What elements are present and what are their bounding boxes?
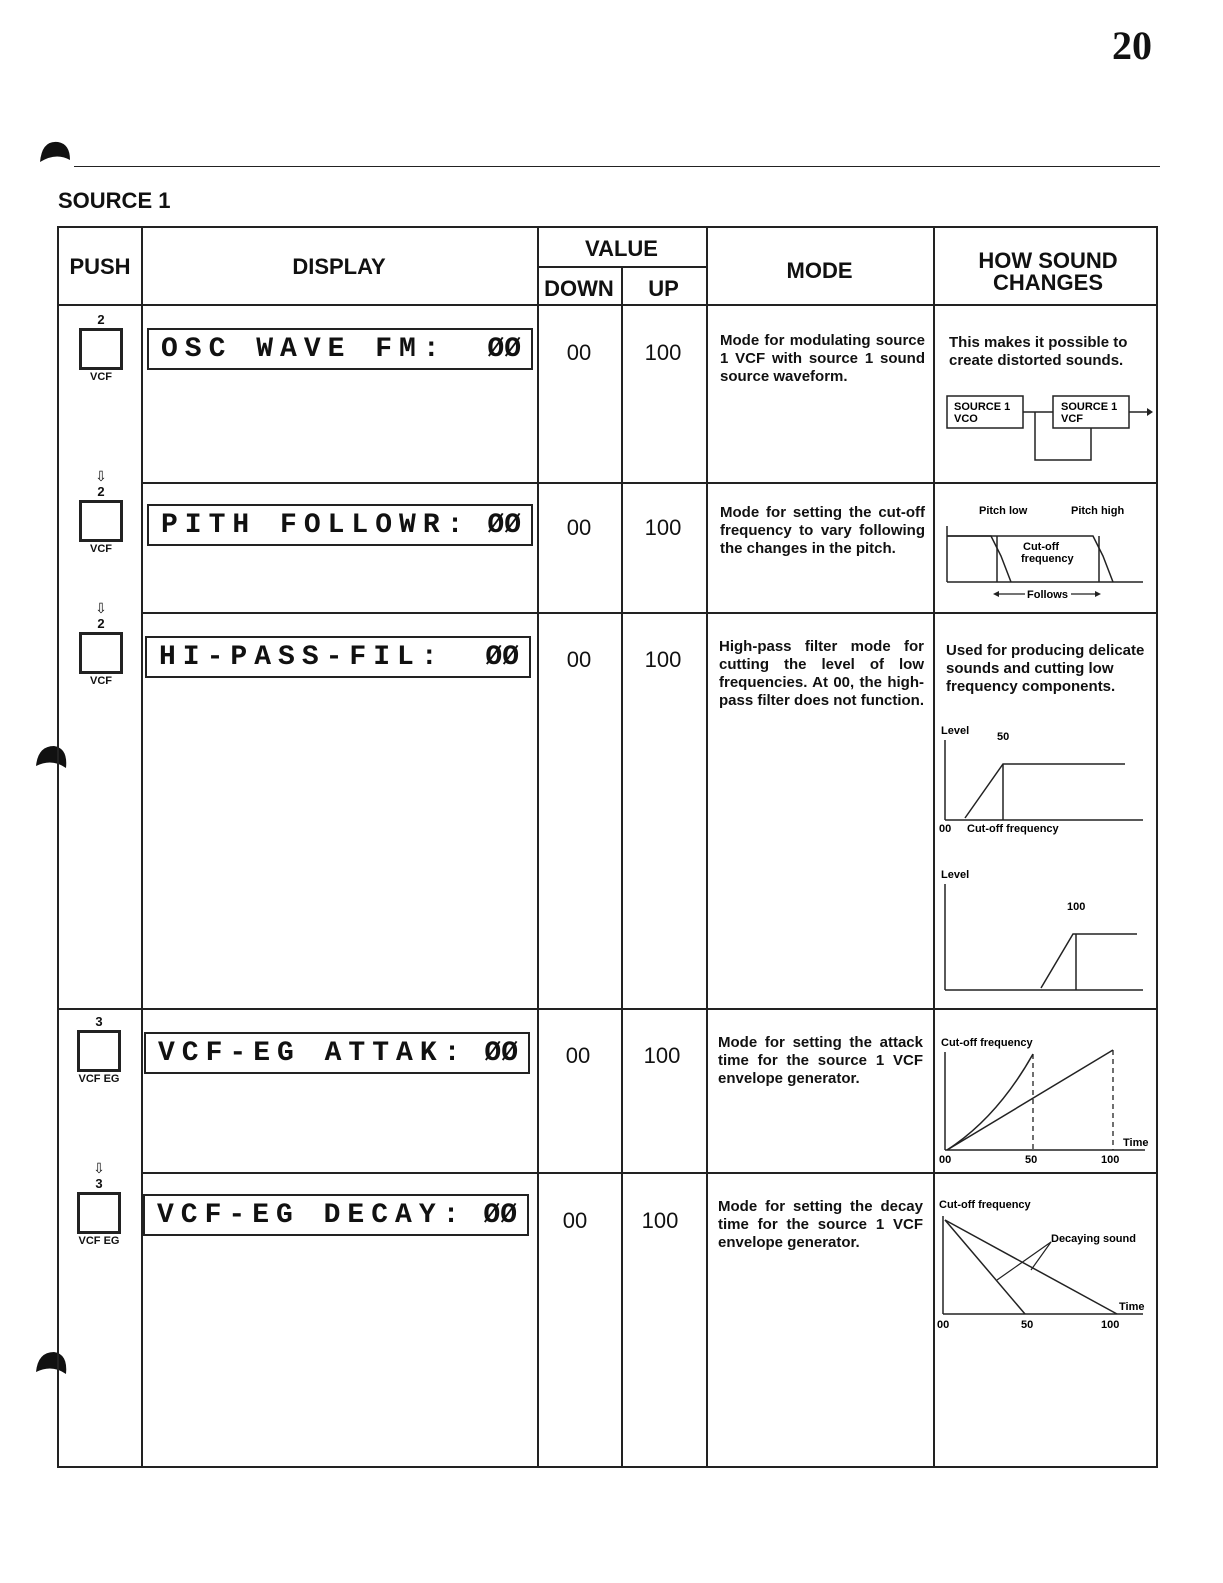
- time-00: 00: [937, 1319, 950, 1331]
- mode-description: Mode for setting the cut-off frequency to vary following the changes in the pitch.: [720, 504, 925, 557]
- value-down: 00: [566, 647, 592, 672]
- lcd-value: ØØ: [487, 334, 521, 365]
- how-description: Used for producing delicate sounds and cutting low frequency components.: [946, 642, 1145, 695]
- lcd-text: PITH FOLLOWR:: [161, 510, 471, 541]
- header-value: VALUE: [585, 236, 658, 261]
- binder-hole-icon: [38, 138, 72, 164]
- mode-description: Mode for modulating source 1 VCF with source 1 sound source waveform.: [720, 332, 925, 385]
- mode-description: Mode for setting the attack time for the source 1 VCF envelope generator.: [718, 1034, 923, 1087]
- attack-diagram: [937, 1028, 1152, 1168]
- lcd-value: ØØ: [485, 642, 519, 673]
- lcd-text: VCF-EG DECAY:: [157, 1200, 467, 1231]
- button-label: VCF EG: [78, 1235, 120, 1247]
- column-divider: [141, 228, 143, 1466]
- lcd-text: VCF-EG ATTAK:: [158, 1038, 468, 1069]
- value-up: 100: [641, 1208, 679, 1233]
- column-divider: [706, 228, 708, 1466]
- parameter-table: [57, 226, 1158, 1468]
- value-up: 100: [644, 515, 682, 540]
- cutoff-axis-label: Cut-off frequency: [967, 823, 1059, 835]
- time-50: 50: [1025, 1154, 1038, 1166]
- header-display: DISPLAY: [292, 254, 386, 279]
- pitch-high-label: Pitch high: [1071, 505, 1125, 517]
- hipass-diagram: [937, 720, 1152, 1000]
- time-100: 100: [1101, 1319, 1120, 1331]
- origin-label: 00: [939, 823, 952, 835]
- vcf-button[interactable]: [79, 500, 123, 542]
- pitch-follow-diagram: [943, 496, 1158, 608]
- box2-line1: SOURCE 1: [1061, 401, 1118, 413]
- level-label-2: Level: [941, 869, 970, 881]
- mark-100: 100: [1067, 901, 1086, 913]
- time-label: Time: [1119, 1301, 1145, 1313]
- vcf-button[interactable]: [79, 328, 123, 370]
- lcd-display: [147, 328, 533, 370]
- decay-diagram: [935, 1192, 1150, 1342]
- mode-description: Mode for setting the decay time for the source 1 VCF envelope generator.: [718, 1198, 923, 1251]
- button-number: 3: [95, 1014, 103, 1029]
- down-arrow-icon: ⇩: [95, 600, 107, 616]
- button-label: VCF EG: [78, 1073, 120, 1085]
- box2-line2: VCF: [1061, 413, 1083, 425]
- signal-flow-diagram: [943, 388, 1158, 468]
- column-divider: [621, 266, 623, 1466]
- header-down: DOWN: [544, 276, 614, 301]
- level-label: Level: [941, 725, 970, 737]
- header-how: HOW SOUND CHANGES: [978, 248, 1118, 295]
- row-divider: [141, 482, 1156, 484]
- cutoff-label-1: Cut-off: [1023, 541, 1060, 553]
- button-number: 2: [97, 616, 105, 631]
- lcd-display: [143, 1194, 529, 1236]
- lcd-value: ØØ: [487, 510, 521, 541]
- value-down: 00: [565, 1043, 591, 1068]
- down-arrow-icon: ⇩: [95, 468, 107, 484]
- lcd-value: ØØ: [484, 1038, 518, 1069]
- row-divider: [141, 612, 1156, 614]
- mark-50: 50: [997, 731, 1010, 743]
- box1-line1: SOURCE 1: [954, 401, 1011, 413]
- header-up: UP: [648, 276, 679, 301]
- cutoff-label-2: frequency: [1021, 553, 1074, 565]
- cutoff-ylabel: Cut-off frequency: [941, 1037, 1033, 1049]
- header-push: PUSH: [69, 254, 131, 279]
- header-rule: [74, 166, 1160, 167]
- row-divider: [59, 304, 1156, 306]
- value-up: 100: [644, 647, 682, 672]
- lcd-display: [147, 504, 533, 546]
- button-label: VCF: [90, 371, 112, 383]
- value-up: 100: [644, 340, 682, 365]
- mode-description: High-pass filter mode for cutting the level of low frequencies. At 00, the high-pass filter does not function.: [719, 638, 925, 709]
- button-number: 2: [97, 484, 105, 499]
- follows-label: Follows: [1027, 589, 1068, 601]
- header-mode: MODE: [786, 258, 853, 283]
- value-down: 00: [566, 515, 592, 540]
- time-100: 100: [1101, 1154, 1120, 1166]
- how-description: This makes it possible to create distorted sounds.: [949, 334, 1128, 369]
- decaying-sound-label: Decaying sound: [1051, 1233, 1136, 1245]
- value-up: 100: [643, 1043, 681, 1068]
- button-label: VCF: [90, 543, 112, 555]
- time-50: 50: [1021, 1319, 1034, 1331]
- vcf-eg-button[interactable]: [77, 1030, 121, 1072]
- time-00: 00: [939, 1154, 952, 1166]
- down-arrow-icon: ⇩: [93, 1160, 105, 1176]
- value-down: 00: [562, 1208, 588, 1233]
- value-down: 00: [566, 340, 592, 365]
- vcf-button[interactable]: [79, 632, 123, 674]
- button-number: 2: [97, 312, 105, 327]
- vcf-eg-button[interactable]: [77, 1192, 121, 1234]
- row-divider: [59, 1008, 1156, 1010]
- row-divider: [539, 266, 706, 268]
- lcd-display: [144, 1032, 530, 1074]
- lcd-display: [145, 636, 531, 678]
- pitch-low-label: Pitch low: [979, 505, 1028, 517]
- row-divider: [141, 1172, 1156, 1174]
- page-number: 20: [1112, 23, 1152, 68]
- lcd-text: HI-PASS-FIL:: [159, 642, 445, 673]
- button-label: VCF: [90, 675, 112, 687]
- column-divider: [537, 228, 539, 1466]
- box1-line2: VCO: [954, 413, 978, 425]
- section-title: SOURCE 1: [58, 188, 171, 213]
- lcd-text: OSC WAVE FM:: [161, 334, 447, 365]
- cutoff-ylabel: Cut-off frequency: [939, 1199, 1031, 1211]
- button-number: 3: [95, 1176, 103, 1191]
- lcd-value: ØØ: [483, 1200, 517, 1231]
- time-label: Time: [1123, 1137, 1149, 1149]
